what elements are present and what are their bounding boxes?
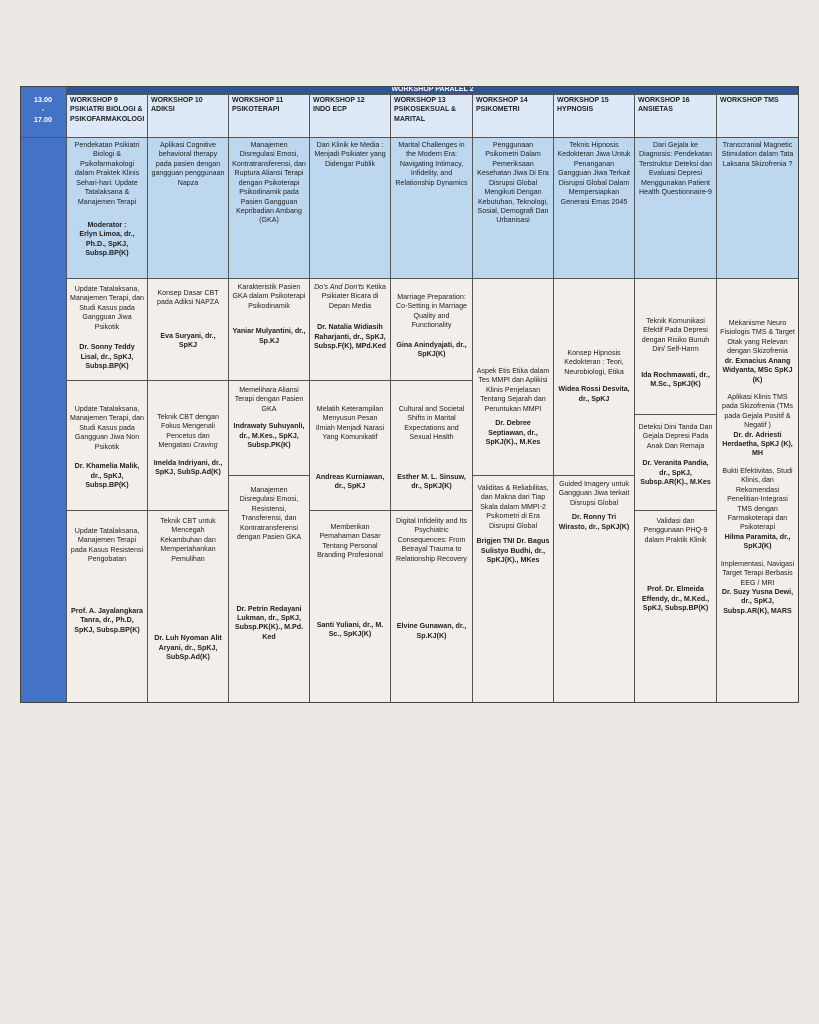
session-topic: Konsep Dasar CBT pada Adiksi NAPZA — [157, 289, 219, 307]
session-topic: Deteksi Dini Tanda Dan Gejala Depresi Pada Anak Dan Remaja — [638, 423, 713, 450]
header-subtitle: ADIKSI — [151, 106, 175, 114]
intro-w11 — [229, 138, 310, 279]
session-speaker: Dr. Sonny Teddy Lisal, dr., SpKJ, Subsp.BP(K) — [79, 343, 135, 370]
session-topic: Marriage Preparation: Co-Setting in Marriage Quality and Functionality — [396, 293, 467, 330]
session-speaker: Dr. Suzy Yusna Dewi, dr., SpKJ, Subsp.AR(K), MARS — [721, 587, 794, 615]
session-topic: Validitas & Reliabilitas, dan Makna dari Tiap Skala dalam MMPI-2 Psikometri di Era Disrupsi Global — [477, 484, 549, 530]
session-w12-2 — [310, 381, 391, 511]
intro-topic: Marital Challenges in the Modern Era: Navigating Intimacy, Infidelity, and Relationship Dynamics — [395, 141, 468, 187]
session-speaker: Dr. Petrin Redayani Lukman, dr., SpKJ, Subsp.PK(K)., M.Pd. Ked — [234, 604, 304, 641]
session-topic-italic: Do's And Don'ts — [314, 283, 365, 291]
header-subtitle: HYPNOSIS — [557, 106, 594, 114]
intro-w14 — [473, 138, 554, 279]
header-workshop-tms — [717, 95, 799, 138]
time-cell — [20, 86, 67, 138]
session-topic: Bukti Efektivitas, Studi Klinis, dan Rekomendasi Penelitian-Integrasi TMS dengan Farmakoterapi dan Psikoterapi — [722, 466, 793, 532]
intro-topic: Dari Klinik ke Media : Menjadi Psikiater yang Didengar Publik — [314, 141, 386, 168]
session-topic: Memelihara Aliansi Terapi dengan Pasien GKA — [234, 386, 304, 413]
moderator-label: Moderator : — [87, 220, 127, 229]
session-w13-3 — [391, 511, 473, 703]
intro-topic: Pendekatan Psikiatri Biologi & Psikofarmakologi dalam Praktek Klinis Sehari-hari: Update Tatalaksana & Manajemen Terapi — [74, 141, 140, 206]
session-w9-3 — [67, 511, 148, 703]
session-topic-text: Ketika Psikiater Bicara di Depan Media — [321, 283, 386, 310]
header-title: WORKSHOP 13 — [394, 97, 446, 104]
session-speaker: Elvine Gunawan, dr., Sp.KJ(K) — [396, 622, 467, 640]
session-w11-2 — [229, 381, 310, 476]
session-speaker: Esther M. L. Sinsuw, dr., SpKJ(K) — [397, 472, 466, 491]
header-subtitle: INDO ECP — [313, 106, 347, 114]
time-column-body — [20, 138, 67, 703]
session-topic: Digital Infidelity and Its Psychiatric Consequences: From Betrayal Trauma to Relationship Recovery — [396, 517, 467, 563]
moderator-name: Erlyn Limoa, dr., Ph.D., SpKJ, Subsp.BP(K) — [79, 230, 135, 258]
header-title: WORKSHOP 10 — [151, 97, 203, 104]
header-workshop-12 — [310, 95, 391, 138]
session-topic: Melatih Keterampilan Menyusun Pesan Ilmiah Menjadi Narasi Yang Komunikatif — [315, 405, 385, 442]
session-speaker: Dr. Khamelia Malik, dr., SpKJ, Subsp.BP(K) — [74, 462, 140, 489]
intro-topic: Transcranial Magnetic Stimulation dalam Tata Laksana Skizofrenia ? — [721, 141, 794, 168]
intro-w13 — [391, 138, 473, 279]
session-speaker: Ida Rochmawati, dr., M.Sc., SpKJ(K) — [641, 370, 710, 389]
session-w16-1 — [635, 279, 717, 415]
session-w14-2 — [473, 476, 554, 703]
session-topic — [313, 283, 387, 311]
session-speaker: Prof. Dr. Elmeida Effendy, dr., M.Ked., SpKJ, Subsp.BP(K) — [641, 585, 710, 613]
session-topic: Memberikan Pemahaman Dasar Tentang Personal Branding Profesional — [317, 523, 383, 560]
session-speaker: Dr. Luh Nyoman Alit Aryani, dr., SpKJ, SubSp.Ad(K) — [154, 634, 222, 661]
intro-w15 — [554, 138, 635, 279]
header-subtitle: PSIKOSEKSUAL & MARITAL — [394, 106, 457, 123]
schedule-table — [20, 86, 799, 703]
session-w11-1 — [229, 279, 310, 381]
session-topic: Guided Imagery untuk Gangguan Jiwa terkait Disrupsi Global — [558, 480, 630, 507]
session-speaker: Dr. dr. Adriesti Herdaetha, SpKJ (K), MH — [722, 430, 793, 458]
session-w10-3 — [148, 511, 229, 703]
session-topic: Implementasi, Navigasi Target Terapi Berbasis EEG / MRI — [720, 559, 795, 587]
session-tms — [717, 279, 799, 703]
header-workshop-15 — [554, 95, 635, 138]
intro-topic: Teknis Hipnosis Kedokteran Jiwa Untuk Penanganan Gangguan Jiwa Terkait Disrupsi Global Dalam Mempersiapkan Generasi Emas 2045 — [557, 141, 631, 206]
session-speaker: Eva Suryani, dr., SpKJ — [160, 331, 216, 350]
header-workshop-11 — [229, 95, 310, 138]
header-subtitle: PSIKOTERAPI — [232, 106, 280, 114]
intro-topic: Dari Gejala ke Diagnosis: Pendekatan Terstruktur Deteksi dan Evaluasi Depresi Menggunakan Patient Health Questionnaire-9 — [639, 141, 712, 197]
intro-w9 — [67, 138, 148, 279]
header-title: WORKSHOP 14 — [476, 97, 528, 104]
session-speaker: Brigjen TNI Dr. Bagus Sulistyo Budhi, dr., SpKJ(K)., MKes — [476, 537, 550, 564]
session-topic: Update Tatalaksana, Manajemen Terapi, dan Studi Kasus pada Gangguan Jiwa Psikotik — [70, 285, 145, 331]
session-topic: Mekanisme Neuro Fisiologis TMS & Target Otak yang Relevan dengan Skizofrenia — [720, 319, 795, 356]
header-title: WORKSHOP 9 — [70, 97, 118, 104]
session-speaker: Yaniar Mulyantini, dr., Sp.KJ — [232, 327, 306, 345]
header-title: WORKSHOP 16 — [638, 97, 690, 104]
session-speaker: Indrawaty Suhuyanli, dr., M.Kes., SpKJ, Subsp.PK(K) — [233, 422, 305, 450]
session-w12-1 — [310, 279, 391, 381]
intro-topic: Penggunaan Psikometri Dalam Pemeriksaan Kesehatan Jiwa Di Era Disrupsi Global Mengikuti Dengan Kebutuhan, Teknologi, Sosial, Demografi Dan Urbanisasi — [477, 141, 549, 225]
session-topic: Update Tatalaksana, Manajemen Terapi, dan Studi Kasus pada Gangguan Jiwa Non Psikotik — [70, 405, 145, 451]
time-end: 17.00 — [33, 115, 53, 124]
session-speaker: Andreas Kurniawan, dr., SpKJ — [315, 472, 385, 491]
time-start: 13.00 — [33, 95, 53, 104]
session-w15-2 — [554, 476, 635, 703]
session-topic: Manajemen Disregulasi Emosi, Resistensi, Transferensi, dan Kontratransferensi dengan Pasien GKA — [236, 486, 302, 542]
session-speaker: Dr. Debree Septiawan, dr., SpKJ(K)., M.Kes — [485, 419, 541, 446]
header-subtitle: PSIKIATRI BIOLOGI & PSIKOFARMAKOLOGI — [70, 106, 145, 123]
session-w15-1 — [554, 279, 635, 476]
workshop-banner: WORKSHOP PARALEL 2 — [67, 86, 799, 95]
time-sep: - — [41, 105, 45, 114]
header-title: WORKSHOP 15 — [557, 97, 609, 104]
intro-w10 — [148, 138, 229, 279]
session-w9-2 — [67, 381, 148, 511]
session-topic — [151, 413, 225, 451]
session-speaker: Gina Anindyajati, dr., SpKJ(K) — [396, 340, 467, 359]
session-w16-2 — [635, 415, 717, 511]
session-speaker: Imelda Indriyani, dr., SpKJ, SubSp.Ad(K) — [153, 458, 223, 477]
header-subtitle: PSIKOMETRI — [476, 106, 520, 114]
session-speaker: Widea Rossi Desvita, dr., SpKJ — [558, 385, 630, 403]
header-title: WORKSHOP 12 — [313, 97, 365, 104]
header-workshop-9 — [67, 95, 148, 138]
session-w16-3 — [635, 511, 717, 703]
session-w11-3 — [229, 476, 310, 703]
session-w10-2 — [148, 381, 229, 511]
session-topic-italic: Craving — [193, 441, 218, 450]
session-speaker: Dr. Ronny Tri Wirasto, dr., SpKJ(K) — [558, 513, 630, 531]
session-topic: Update Tatalaksana, Manajemen Terapi pada Kasus Resistensi Pengobatan — [70, 527, 144, 564]
session-topic: Validasi dan Penggunaan PHQ-9 dalam Praktik Klinik — [643, 517, 708, 544]
session-topic: Aplikasi Klinis TMS pada Skizofrenia (TMs pada Gejala Positif & Negatif ) — [722, 392, 793, 430]
session-speaker: Hilma Paramita, dr., SpKJ(K) — [724, 532, 791, 551]
session-w13-1 — [391, 279, 473, 381]
header-workshop-14 — [473, 95, 554, 138]
session-topic: Aspek Etis Etika dalam Tes MMPI dan Aplikisi Klinis Penjelasan Tentang Sejarah dan Peruntukan MMPI — [476, 367, 550, 413]
header-subtitle: ANSIETAS — [638, 106, 673, 114]
session-topic: Cultural and Societal Shifts in Marital Expectations and Sexual Health — [398, 405, 465, 442]
session-topic-text: Teknik CBT dengan Fokus Mengenali Pencetus dan Mengatasi — [157, 413, 219, 450]
header-workshop-16 — [635, 95, 717, 138]
session-topic: Konsep Hipnosis Kedokteran : Teori, Neurobiologi, Etika — [564, 349, 624, 376]
intro-w12 — [310, 138, 391, 279]
session-w10-1 — [148, 279, 229, 381]
session-w14-1 — [473, 279, 554, 476]
session-speaker: Santi Yuliani, dr., M. Sc., SpKJ(K) — [316, 620, 384, 639]
session-w13-2 — [391, 381, 473, 511]
header-title: WORKSHOP TMS — [720, 97, 779, 104]
intro-topic: Manajemen Disregulasi Emosi, Kontratransferensi, dan Ruptura Aliansi Terapi dengan Psikoterapi Psikodinamik pada Pasien Gangguan Kepribadian Ambang (GKA) — [232, 141, 306, 225]
header-workshop-10 — [148, 95, 229, 138]
session-topic: Teknik Komunikasi Efektif Pada Depresi dengan Risiko Bunuh Diri/ Self-Harm — [641, 317, 710, 354]
session-speaker: Dr. Natalia Widiasih Raharjanti, dr., SpKJ, Subsp.F(K), MPd.Ked — [313, 323, 387, 351]
session-speaker: Prof. A. Jayalangkara Tanra, dr., Ph.D, SpKJ, Subsp.BP(K) — [71, 606, 143, 634]
session-speaker: Dr. Veranita Pandia, dr., SpKJ, Subsp.AR(K)., M.Kes — [640, 459, 711, 487]
intro-topic: Aplikasi Cognitive behavioral therapy pada pasien dengan gangguan penggunaan Napza — [151, 141, 225, 187]
header-title: WORKSHOP 11 — [232, 97, 284, 104]
session-speaker: dr. Exnacius Anang Widyanta, MSc SpKJ (K) — [722, 356, 793, 384]
session-w12-3 — [310, 511, 391, 703]
intro-w16 — [635, 138, 717, 279]
session-topic: Teknik CBT untuk Mencegah Kekambuhan dan Mempertahankan Pemulihan — [160, 517, 216, 563]
session-topic: Karakteristik Pasien GKA dalam Psikoterapi Psikodinamik — [232, 283, 306, 310]
intro-wtms — [717, 138, 799, 279]
session-w9-1 — [67, 279, 148, 381]
header-workshop-13 — [391, 95, 473, 138]
